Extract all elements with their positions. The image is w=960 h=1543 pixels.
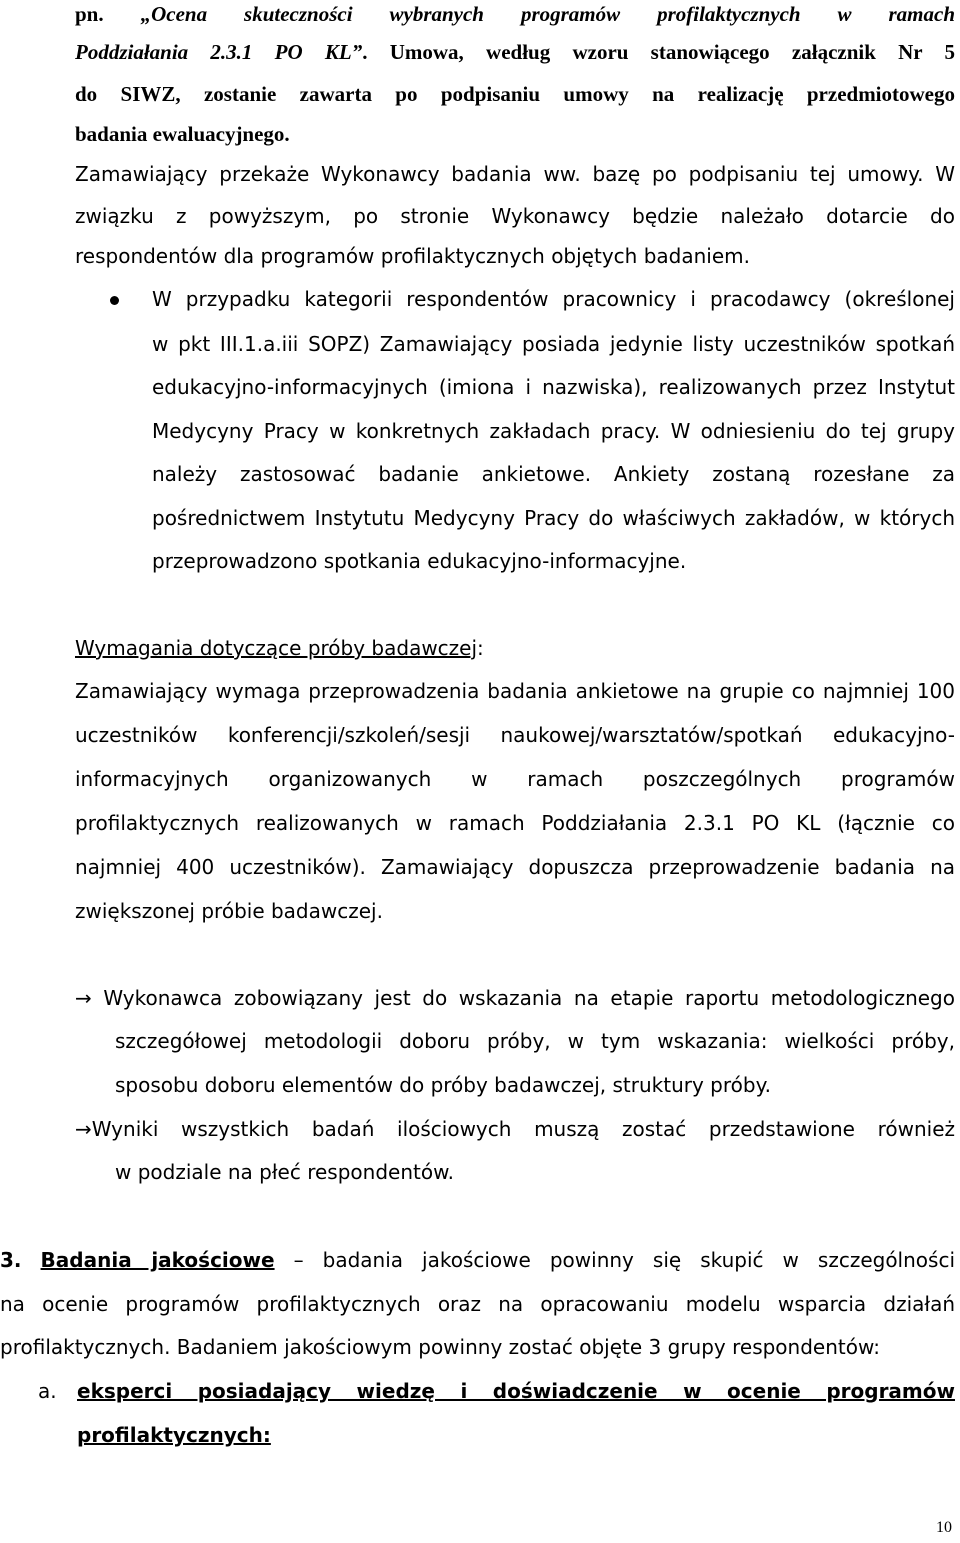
item-a-line-1: eksperci posiadający wiedzę i doświadczenie w ocenie programów xyxy=(77,1379,955,1403)
arrow-note-2-line-1: →Wyniki wszystkich badań ilościowych muszą zostać przedstawione również xyxy=(75,1117,955,1141)
bullet-line-5: należy zastosować badanie ankietowe. Ankiety zostaną rozesłane za xyxy=(152,462,955,486)
bullet-line-7: przeprowadzono spotkania edukacyjno-informacyjne. xyxy=(152,549,687,573)
requirements-line-3: informacyjnych organizowanych w ramach poszczególnych programów xyxy=(75,767,955,791)
requirements-line-5: najmniej 400 uczestników). Zamawiający dopuszcza przeprowadzenie badania na xyxy=(75,855,955,879)
section-3-line-3: profilaktycznych. Badaniem jakościowym powinny zostać objęte 3 grupy respondentów: xyxy=(0,1335,880,1359)
intro-line-4: badania ewaluacyjnego. xyxy=(75,122,290,146)
intro-line-7: respondentów dla programów profilaktycznych objętych badaniem. xyxy=(75,244,750,268)
requirements-heading: Wymagania dotyczące próby badawczej: xyxy=(75,636,484,660)
page-number: 10 xyxy=(936,1519,952,1536)
section-3-line-1: 3. Badania jakościowe – badania jakościowe powinny się skupić w szczególności xyxy=(0,1248,955,1272)
bullet-line-6: pośrednictwem Instytutu Medycyny Pracy do właściwych zakładów, w których xyxy=(152,506,955,530)
arrow-note-2-line-2: w podziale na płeć respondentów. xyxy=(115,1160,454,1184)
intro-line-1: pn. „Ocena skuteczności wybranych programów profilaktycznych w ramach xyxy=(75,2,955,26)
requirements-line-1: Zamawiający wymaga przeprowadzenia badania ankietowe na grupie co najmniej 100 xyxy=(75,679,955,703)
intro-line-3: do SIWZ, zostanie zawarta po podpisaniu umowy na realizację przedmiotowego xyxy=(75,82,955,106)
arrow-note-1-line-3: sposobu doboru elementów do próby badawczej, struktury próby. xyxy=(115,1073,771,1097)
item-a-line-2: profilaktycznych: xyxy=(77,1423,271,1447)
bullet-icon xyxy=(110,296,119,305)
bullet-line-1: W przypadku kategorii respondentów pracownicy i pracodawcy (określonej xyxy=(152,287,955,311)
arrow-note-1-line-2: szczegółowej metodologii doboru próby, w tym wskazania: wielkości próby, xyxy=(115,1029,955,1053)
requirements-line-4: profilaktycznych realizowanych w ramach Poddziałania 2.3.1 PO KL (łącznie co xyxy=(75,811,955,835)
bullet-line-2: w pkt III.1.a.iii SOPZ) Zamawiający posiada jedynie listy uczestników spotkań xyxy=(152,332,955,356)
requirements-line-2: uczestników konferencji/szkoleń/sesji naukowej/warsztatów/spotkań edukacyjno- xyxy=(75,723,955,747)
bullet-line-4: Medycyny Pracy w konkretnych zakładach pracy. W odniesieniu do tej grupy xyxy=(152,419,955,443)
section-3-line-2: na ocenie programów profilaktycznych oraz na opracowaniu modelu wsparcia działań xyxy=(0,1292,955,1316)
intro-line-5: Zamawiający przekaże Wykonawcy badania ww. bazę po podpisaniu tej umowy. W xyxy=(75,162,955,186)
requirements-line-6: zwiększonej próbie badawczej. xyxy=(75,899,383,923)
intro-line-2: Poddziałania 2.3.1 PO KL”. Umowa, według wzoru stanowiącego załącznik Nr 5 xyxy=(75,40,955,64)
arrow-note-1-line-1: → Wykonawca zobowiązany jest do wskazania na etapie raportu metodologicznego xyxy=(75,986,955,1010)
item-a-letter: a. xyxy=(38,1379,57,1403)
intro-line-6: związku z powyższym, po stronie Wykonawcy będzie należało dotarcie do xyxy=(75,204,955,228)
bullet-line-3: edukacyjno-informacyjnych (imiona i nazwiska), realizowanych przez Instytut xyxy=(152,375,955,399)
